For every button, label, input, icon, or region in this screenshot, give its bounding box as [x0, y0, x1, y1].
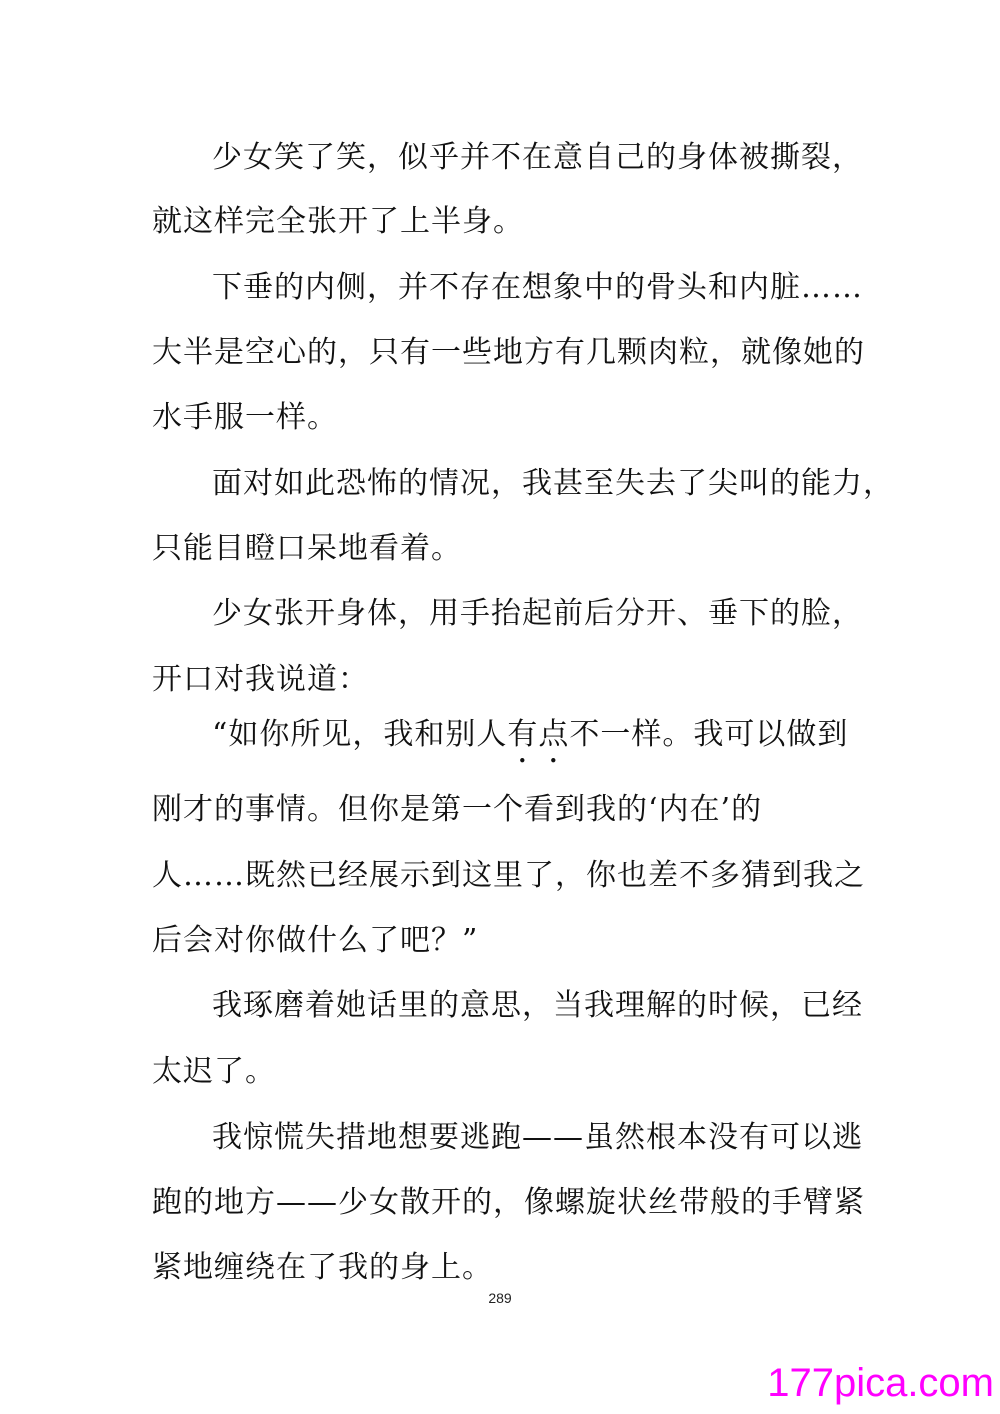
dialogue-line-1 [212, 715, 848, 755]
paragraph-1-line-1: 少女笑了笑，似乎并不在意自己的身体被撕裂， [212, 140, 863, 175]
paragraph-5-line-2: 太迟了。 [152, 1054, 276, 1089]
paragraph-6-line-1: 我惊慌失措地想要逃跑——虽然根本没有可以逃 [212, 1120, 863, 1155]
paragraph-4-line-2: 开口对我说道： [152, 662, 369, 697]
paragraph-6-line-2: 跑的地方——少女散开的，像螺旋状丝带般的手臂紧 [152, 1185, 865, 1220]
dialogue-line-4: 后会对你做什么了吧？” [152, 923, 479, 958]
emphasized-text: 有点 [507, 717, 570, 752]
dialogue-line-1-start: “如你所见，我和别人 [212, 717, 508, 752]
site-watermark: 177pica.com [767, 1361, 994, 1405]
paragraph-2-line-2: 大半是空心的，只有一些地方有几颗肉粒，就像她的 [152, 335, 865, 370]
paragraph-1-line-2: 就这样完全张开了上半身。 [152, 204, 524, 239]
dialogue-line-2: 刚才的事情。但你是第一个看到我的‘内在’的 [152, 792, 763, 827]
paragraph-3-line-2: 只能目瞪口呆地看着。 [152, 531, 462, 566]
dialogue-line-3: 人……既然已经展示到这里了，你也差不多猜到我之 [152, 858, 865, 893]
paragraph-2-line-3: 水手服一样。 [152, 400, 338, 435]
dialogue-line-1-end: 不一样。我可以做到 [569, 717, 849, 752]
paragraph-4-line-1: 少女张开身体，用手抬起前后分开、垂下的脸， [212, 596, 863, 631]
paragraph-2-line-1: 下垂的内侧，并不存在想象中的骨头和内脏…… [212, 270, 863, 305]
paragraph-6-line-3: 紧地缠绕在了我的身上。 [152, 1250, 493, 1285]
paragraph-5-line-1: 我琢磨着她话里的意思，当我理解的时候，已经 [212, 988, 863, 1023]
page-number: 289 [488, 1290, 512, 1306]
paragraph-3-line-1: 面对如此恐怖的情况，我甚至失去了尖叫的能力， [212, 466, 894, 501]
